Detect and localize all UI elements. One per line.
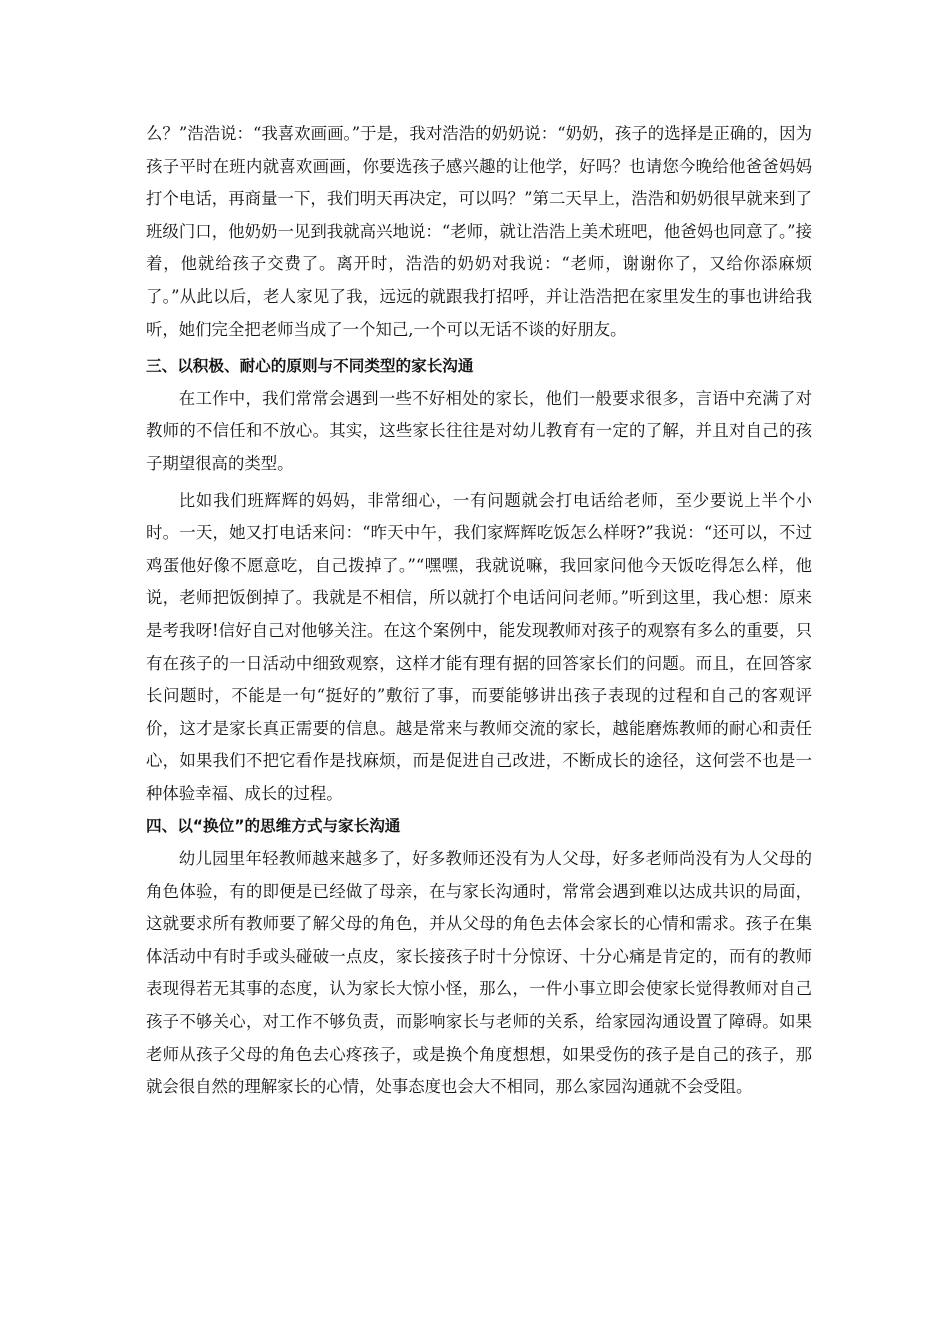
paragraph-section3-intro: 在工作中，我们常常会遇到一些不好相处的家长，他们一般要求很多，言语中充满了对教师的不信任和不放心。其实，这些家长往往是对幼儿教育有一定的了解，并且对自己的孩子期望很高的类型。 [146,388,812,473]
paragraph-section3-case: 比如我们班辉辉的妈妈，非常细心，一有问题就会打电话给老师，至少要说上半个小时。一天，她又打电话来问：“昨天中午，我们家辉辉吃饭怎么样呀?”我说：“还可以，不过鸡蛋他好像不愿意吃，自己拨掉了。”“嘿嘿，我就说嘛，我回家问他今天饭吃得怎么样，他说，老师把饭倒掉了。我就是不相信，所以就打个电话问问老师。”听到这里，我心想：原来是考我呀!信好自己对他够关注。在这个案例中，能发现教师对孩子的观察有多么的重要，只有在孩子的一日活动中细致观察，这样才能有理有据的回答家长们的问题。而且，在回答家长问题时，不能是一句“挺好的”敷衍了事，而要能够讲出孩子表现的过程和自己的客观评价，这才是家长真正需要的信息。越是常来与教师交流的家长，越能磨炼教师的耐心和责任心，如果我们不把它看作是找麻烦，而是促进自己改进，不断成长的途径，这何尝不也是一种体验幸福、成长的过程。 [146,490,812,803]
document-page [146,118,812,1104]
paragraph-continued: 么？”浩浩说：“我喜欢画画。”于是，我对浩浩的奶奶说：“奶奶，孩子的选择是正确的，因为孩子平时在班内就喜欢画画，你要选孩子感兴趣的让他学，好吗？也请您今晚给他爸爸妈妈打个电话，再商量一下，我们明天再决定，可以吗？”第二天早上，浩浩和奶奶很早就来到了班级门口，他奶奶一见到我就高兴地说：“老师，就让浩浩上美术班吧，他爸妈也同意了。”接着，他就给孩子交费了。离开时，浩浩的奶奶对我说：“老师，谢谢你了，又给你添麻烦了。”从此以后，老人家见了我，远远的就跟我打招呼，并让浩浩把在家里发生的事也讲给我听，她们完全把老师当成了一个知己,一个可以无话不谈的好朋友。 [146,124,812,339]
paragraph-section4: 幼儿园里年轻教师越来越多了，好多教师还没有为人父母，好多老师尚没有为人父母的角色体验，有的即便是已经做了母亲，在与家长沟通时，常常会遇到难以达成共识的局面，这就要求所有教师要了解父母的角色，并从父母的角色去体会家长的心情和需求。孩子在集体活动中有时手或头碰破一点皮，家长接孩子时十分惊讶、十分心痛是肯定的，而有的教师表现得若无其事的态度，认为家长大惊小怪，那么，一件小事立即会使家长觉得教师对自己孩子不够关心，对工作不够负责，而影响家长与老师的关系，给家园沟通设置了障碍。如果老师从孩子父母的角色去心疼孩子，或是换个角度想想，如果受伤的孩子是自己的孩子，那就会很自然的理解家长的心情，处事态度也会大不相同，那么家园沟通就不会受阻。 [146,849,812,1097]
section-heading-3: 三、以积极、耐心的原则与不同类型的家长沟通 [146,357,474,376]
section-heading-4: 四、以“换位”的思维方式与家长沟通 [146,817,401,836]
